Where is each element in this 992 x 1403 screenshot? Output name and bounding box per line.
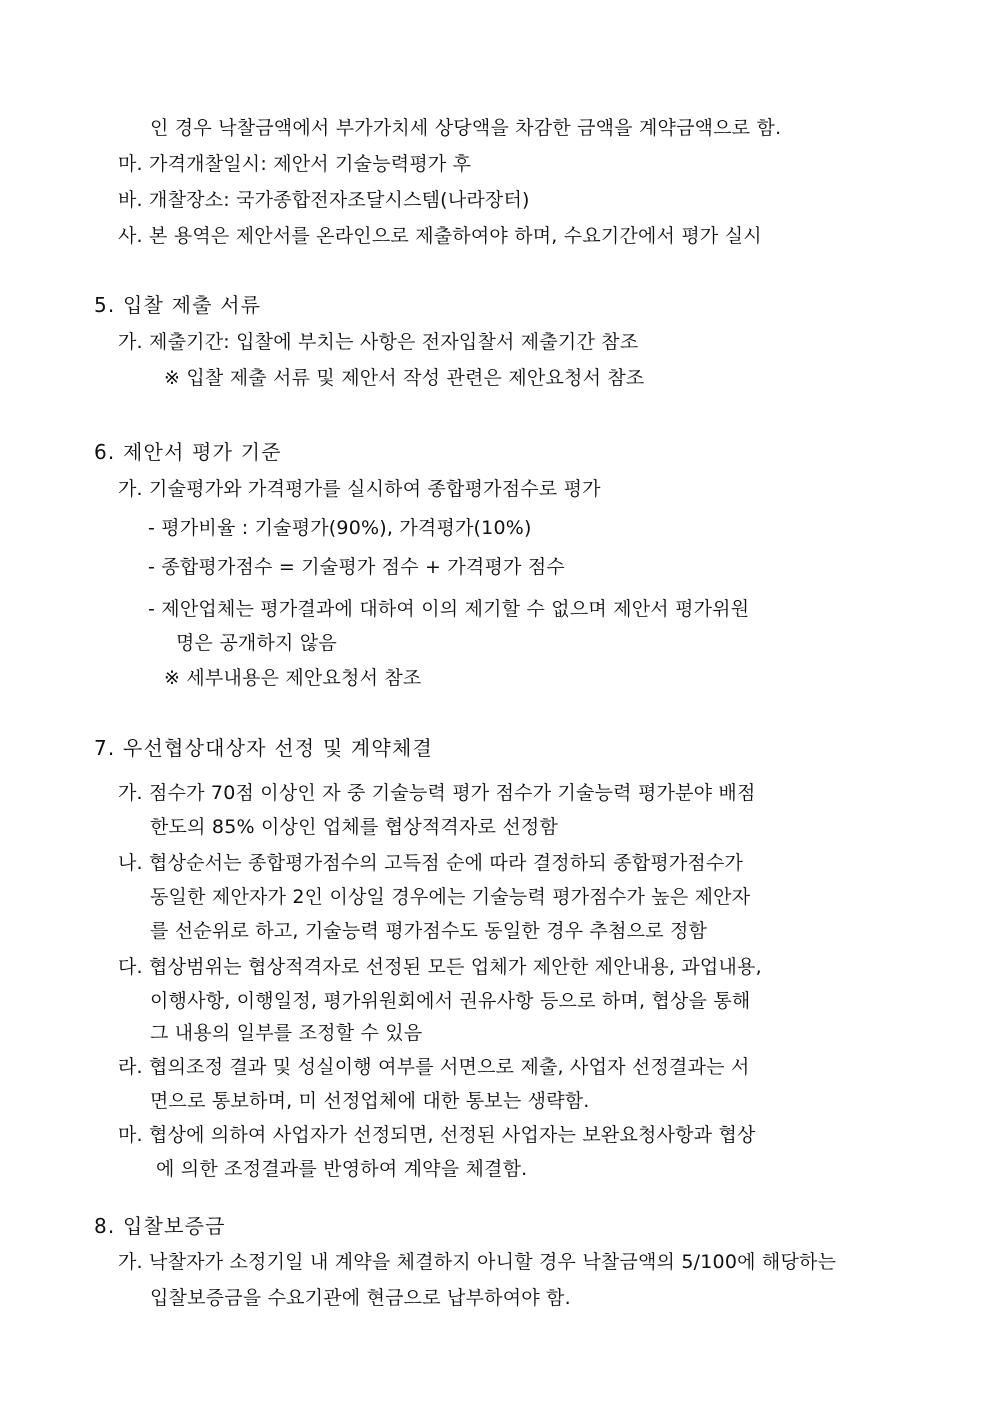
note-line: ※ 세부내용은 제안요청서 참조 <box>164 667 422 689</box>
bullet-item: - 평가비율 : 기술평가(90%), 가격평가(10%) <box>148 517 532 539</box>
list-item: 가. 낙찰자가 소정기일 내 계약을 체결하지 아니할 경우 낙찰금액의 5/100에 해당하는 <box>118 1251 837 1273</box>
list-item-continuation: 이행사항, 이행일정, 평가위원회에서 권유사항 등으로 하며, 협상을 통해 <box>150 990 751 1012</box>
list-item: 가. 기술평가와 가격평가를 실시하여 종합평가점수로 평가 <box>118 478 601 500</box>
list-item: 다. 협상범위는 협상적격자로 선정된 모든 업체가 제안한 제안내용, 과업내용, <box>118 956 762 978</box>
section-heading: 6. 제안서 평가 기준 <box>94 440 282 464</box>
list-item-continuation: 동일한 제안자가 2인 이상일 경우에는 기술능력 평가점수가 높은 제안자 <box>150 886 751 908</box>
note-line: ※ 입찰 제출 서류 및 제안서 작성 관련은 제안요청서 참조 <box>164 367 645 389</box>
section-heading: 7. 우선협상대상자 선정 및 계약체결 <box>94 736 433 760</box>
text-line: 인 경우 낙찰금액에서 부가가치세 상당액을 차감한 금액을 계약금액으로 함. <box>150 117 782 139</box>
list-item-continuation: 입찰보증금을 수요기관에 현금으로 납부하여야 함. <box>150 1287 571 1309</box>
list-item: 마. 가격개찰일시: 제안서 기술능력평가 후 <box>118 153 472 175</box>
list-item-continuation: 를 선순위로 하고, 기술능력 평가점수도 동일한 경우 추첨으로 정함 <box>150 920 708 942</box>
section-heading: 8. 입찰보증금 <box>94 1214 226 1238</box>
list-item-continuation: 한도의 85% 이상인 업체를 협상적격자로 선정함 <box>150 816 559 838</box>
list-item: 라. 협의조정 결과 및 성실이행 여부를 서면으로 제출, 사업자 선정결과는 서 <box>118 1056 750 1078</box>
list-item-continuation: 그 내용의 일부를 조정할 수 있음 <box>150 1022 423 1044</box>
bullet-item: - 제안업체는 평가결과에 대하여 이의 제기할 수 없으며 제안서 평가위원 <box>148 598 750 620</box>
list-item-continuation: 면으로 통보하며, 미 선정업체에 대한 통보는 생략함. <box>150 1090 590 1112</box>
list-item: 마. 협상에 의하여 사업자가 선정되면, 선정된 사업자는 보완요청사항과 협상 <box>118 1124 756 1146</box>
bullet-item-continuation: 명은 공개하지 않음 <box>176 632 337 654</box>
list-item: 가. 점수가 70점 이상인 자 중 기술능력 평가 점수가 기술능력 평가분야 배점 <box>118 782 756 804</box>
list-item: 바. 개찰장소: 국가종합전자조달시스템(나라장터) <box>118 189 530 211</box>
list-item: 가. 제출기간: 입찰에 부치는 사항은 전자입찰서 제출기간 참조 <box>118 331 639 353</box>
bullet-item: - 종합평가점수 = 기술평가 점수 + 가격평가 점수 <box>148 556 565 578</box>
list-item: 나. 협상순서는 종합평가점수의 고득점 순에 따라 결정하되 종합평가점수가 <box>118 852 744 874</box>
section-heading: 5. 입찰 제출 서류 <box>94 293 262 317</box>
list-item-continuation: 에 의한 조정결과를 반영하여 계약을 체결함. <box>156 1158 528 1180</box>
list-item: 사. 본 용역은 제안서를 온라인으로 제출하여야 하며, 수요기간에서 평가 실시 <box>118 225 762 247</box>
